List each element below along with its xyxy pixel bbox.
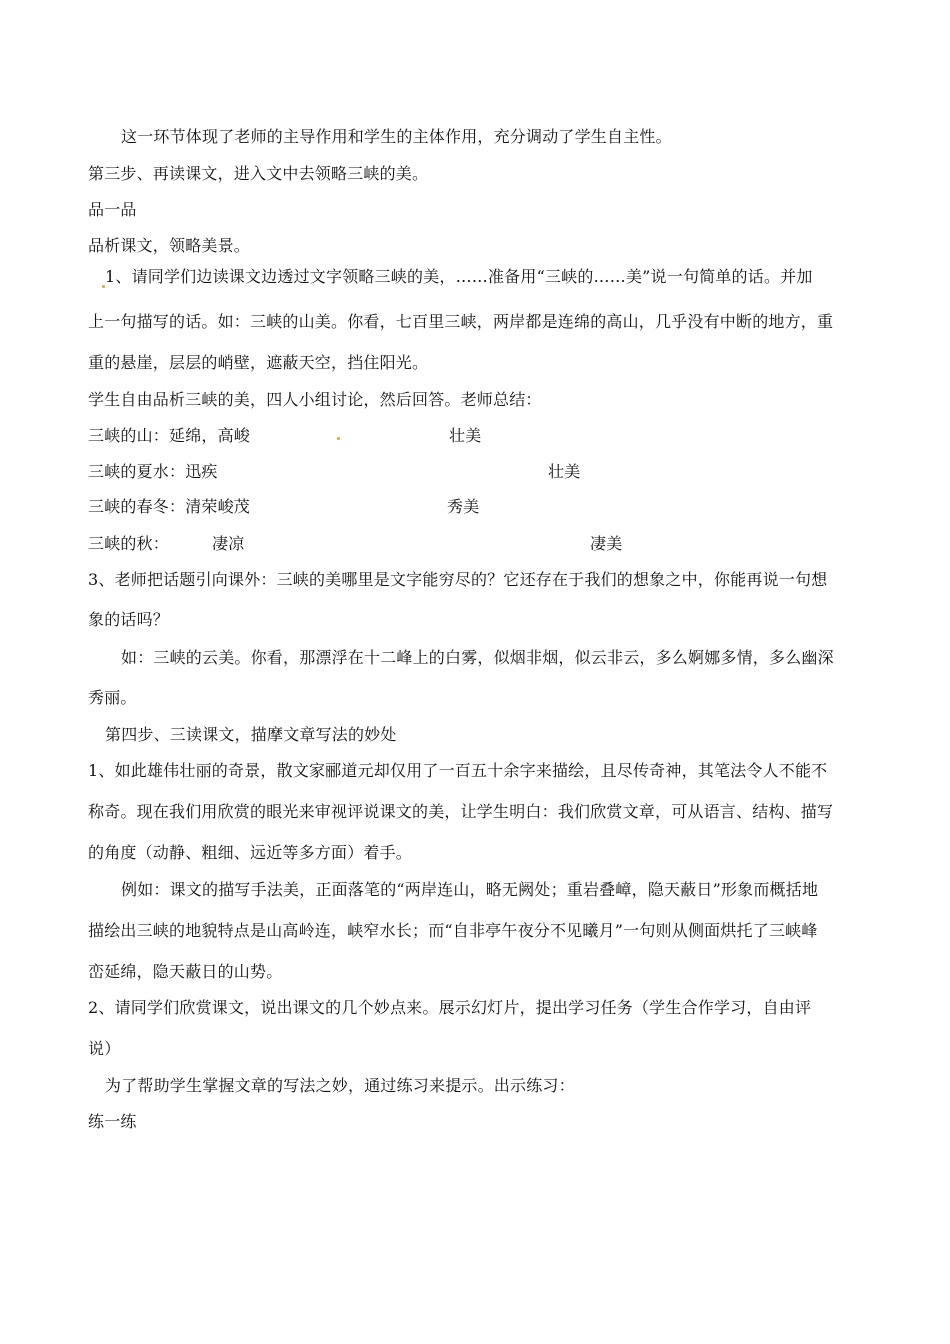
paragraph-line: 学生自由品析三峡的美，四人小组讨论，然后回答。老师总结： <box>88 390 542 409</box>
paragraph-line: 称奇。现在我们用欣赏的眼光来审视评说课文的美，让学生明白：我们欣赏文章，可从语言、结构、描写 <box>88 802 834 821</box>
paragraph-line: 如：三峡的云美。你看，那漂浮在十二峰上的白雾，似烟非烟，似云非云，多么婀娜多情，多么幽深 <box>121 648 834 667</box>
paragraph-line: 1、如此雄伟壮丽的奇景，散文家郦道元却仅用了一百五十余字来描绘，且尽传奇神，其笔法令人不能不 <box>88 761 828 780</box>
summary-label: 三峡的山：延绵，高峻 <box>88 426 251 445</box>
paragraph-line: 秀丽。 <box>88 688 137 707</box>
paragraph-line: 象的话吗？ <box>88 610 170 629</box>
section-label: 练一练 <box>88 1112 137 1131</box>
summary-label: 三峡的春冬：清荣峻茂 <box>88 497 251 516</box>
paragraph-line: 3、老师把话题引向课外：三峡的美哪里是文字能穷尽的？它还存在于我们的想象之中，你能再说一句想 <box>88 570 828 589</box>
paragraph-line: 2、请同学们欣赏课文，说出课文的几个妙点来。展示幻灯片，提出学习任务（学生合作学习，自由评 <box>88 998 812 1017</box>
summary-value: 秀美 <box>447 497 480 516</box>
section-label: 品一品 <box>88 200 137 219</box>
paragraph-line: 1、请同学们边读课文边透过文字领略三峡的美，……准备用“三峡的……美”说一句简单的话。并加 <box>105 267 813 286</box>
paragraph-line: 上一句描写的话。如：三峡的山美。你看，七百里三峡，两岸都是连绵的高山，几乎没有中断的地方，重 <box>88 312 834 331</box>
summary-term: 凄凉 <box>212 534 245 553</box>
paragraph-line: 这一环节体现了老师的主导作用和学生的主体作用，充分调动了学生自主性。 <box>121 127 672 146</box>
paragraph-line: 峦延绵，隐天蔽日的山势。 <box>88 962 283 981</box>
paragraph-line: 描绘出三峡的地貌特点是山高岭连，峡窄水长；而“自非亭午夜分不见曦月”一句则从侧面烘托了三峡峰 <box>88 921 818 940</box>
paragraph-line: 重的悬崖，层层的峭壁，遮蔽天空，挡住阳光。 <box>88 353 429 372</box>
summary-label: 三峡的秋： <box>88 534 170 553</box>
paragraph-line: 的角度（动静、粗细、远近等多方面）着手。 <box>88 843 413 862</box>
summary-label: 三峡的夏水：迅疾 <box>88 462 218 481</box>
highlight-mark <box>337 437 340 440</box>
summary-value: 凄美 <box>590 534 623 553</box>
step-four-heading: 第四步、三读课文，描摩文章写法的妙处 <box>105 725 397 744</box>
paragraph-line: 品析课文，领略美景。 <box>88 236 251 255</box>
summary-value: 壮美 <box>449 426 482 445</box>
paragraph-line: 说） <box>88 1039 121 1058</box>
summary-value: 壮美 <box>548 462 581 481</box>
step-three-heading: 第三步、再读课文，进入文中去领略三峡的美。 <box>88 164 429 183</box>
paragraph-line: 例如：课文的描写手法美，正面落笔的“两岸连山，略无阙处；重岩叠嶂，隐天蔽日”形象而概括地 <box>121 880 819 899</box>
paragraph-line: 为了帮助学生掌握文章的写法之妙，通过练习来提示。出示练习： <box>105 1076 575 1095</box>
